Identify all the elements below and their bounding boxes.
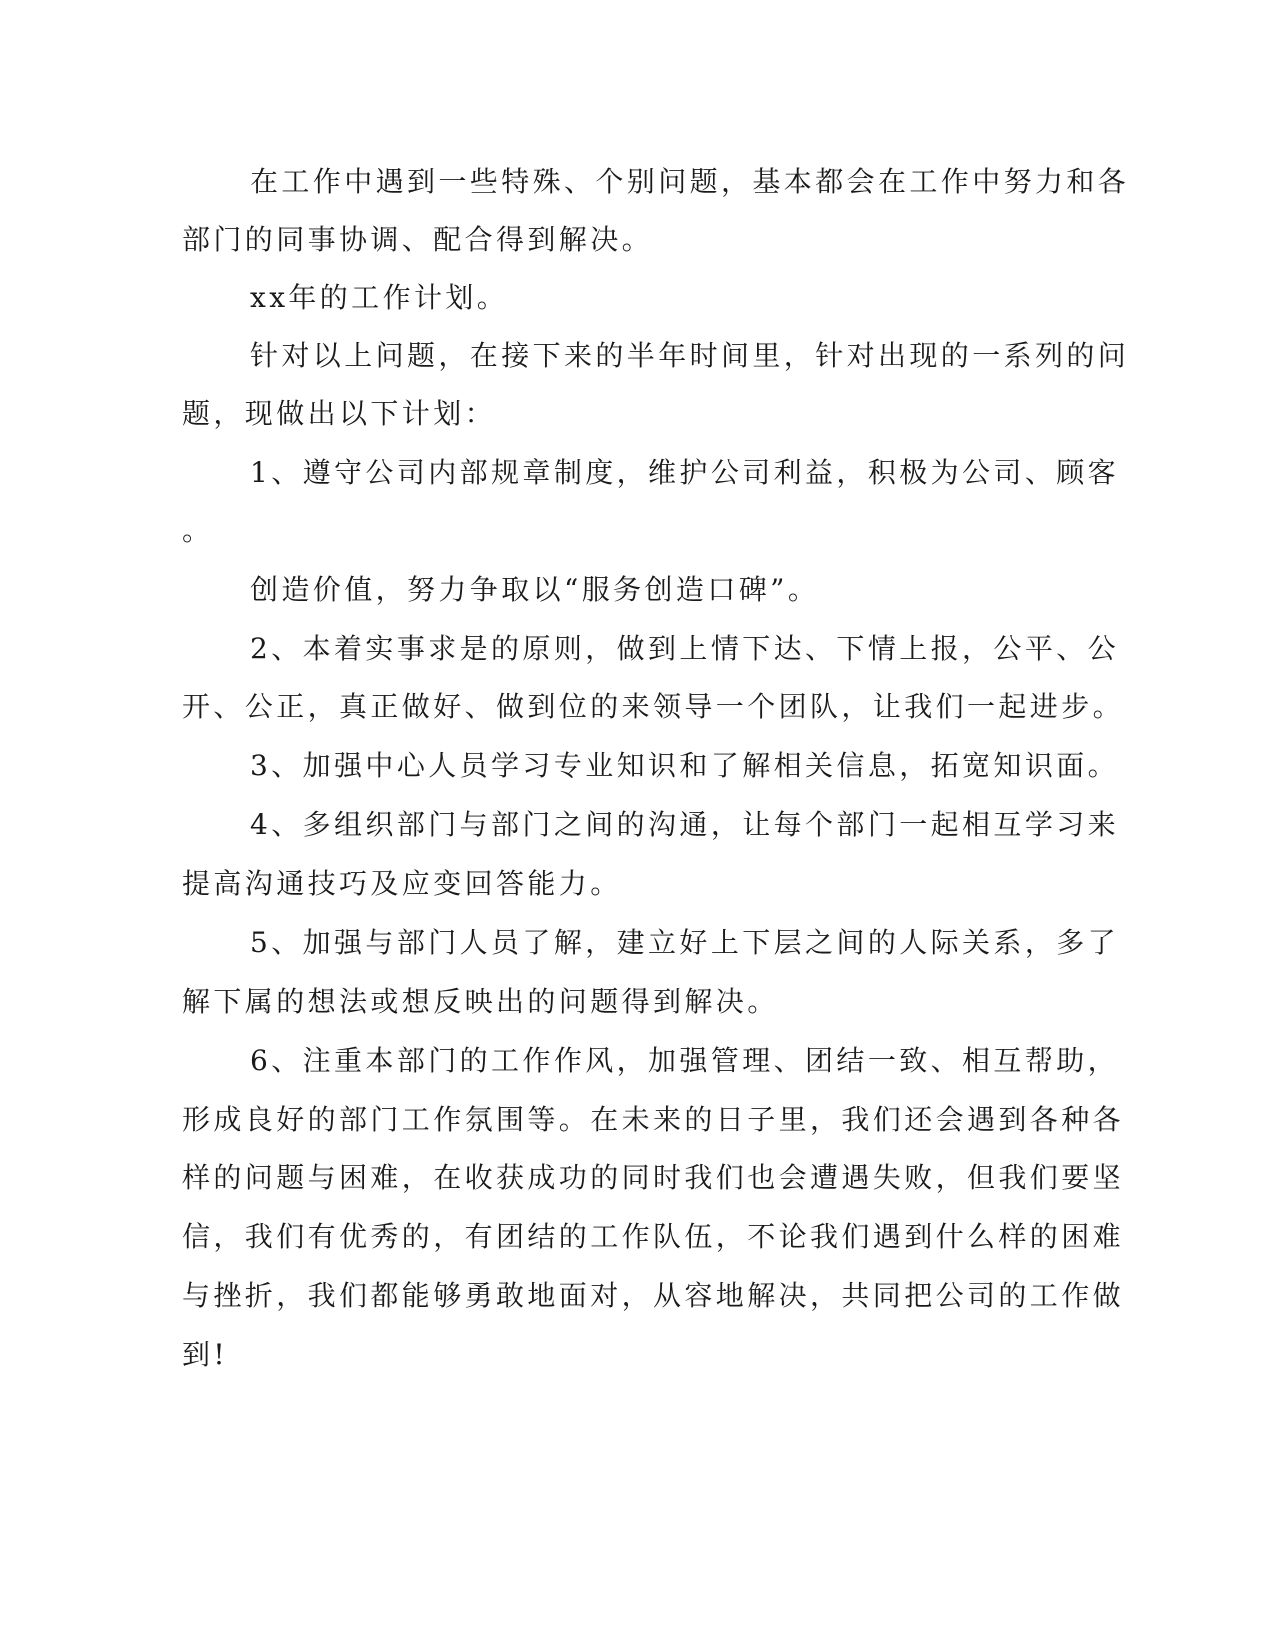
paragraph-line: 4、多组织部门与部门之间的沟通，让每个部门一起相互学习来 bbox=[250, 808, 1120, 841]
paragraph-line: 题，现做出以下计划： bbox=[182, 397, 497, 430]
paragraph-line: 到! bbox=[182, 1338, 229, 1371]
paragraph-line: 创造价值，努力争取以“服务创造口碑”。 bbox=[250, 573, 820, 606]
paragraph-line: 部门的同事协调、配合得到解决。 bbox=[182, 223, 654, 256]
paragraph-line: 提高沟通技巧及应变回答能力。 bbox=[182, 867, 622, 900]
paragraph-line: 在工作中遇到一些特殊、个别问题，基本都会在工作中努力和各 bbox=[250, 165, 1130, 198]
paragraph-line: 1、遵守公司内部规章制度，维护公司利益，积极为公司、顾客 bbox=[250, 456, 1120, 489]
paragraph-line: 3、加强中心人员学习专业知识和了解相关信息，拓宽知识面。 bbox=[250, 749, 1120, 782]
paragraph-line: 针对以上问题，在接下来的半年时间里，针对出现的一系列的问 bbox=[250, 339, 1130, 372]
paragraph-line: 5、加强与部门人员了解，建立好上下层之间的人际关系，多了 bbox=[250, 926, 1120, 959]
paragraph-line: 开、公正，真正做好、做到位的来领导一个团队，让我们一起进步。 bbox=[182, 690, 1125, 723]
paragraph-line: 与挫折，我们都能够勇敢地面对，从容地解决，共同把公司的工作做 bbox=[182, 1279, 1125, 1312]
paragraph-line: 样的问题与困难，在收获成功的同时我们也会遭遇失败，但我们要坚 bbox=[182, 1161, 1125, 1194]
paragraph-line: 。 bbox=[182, 514, 214, 547]
paragraph-line: 信，我们有优秀的，有团结的工作队伍，不论我们遇到什么样的困难 bbox=[182, 1220, 1125, 1253]
paragraph-line: 形成良好的部门工作氛围等。在未来的日子里，我们还会遇到各种各 bbox=[182, 1103, 1125, 1136]
paragraph-line: 2、本着实事求是的原则，做到上情下达、下情上报，公平、公 bbox=[250, 632, 1120, 665]
paragraph-line: xx年的工作计划。 bbox=[250, 281, 509, 314]
paragraph-line: 6、注重本部门的工作作风，加强管理、团结一致、相互帮助， bbox=[250, 1044, 1120, 1077]
paragraph-line: 解下属的想法或想反映出的问题得到解决。 bbox=[182, 985, 779, 1018]
